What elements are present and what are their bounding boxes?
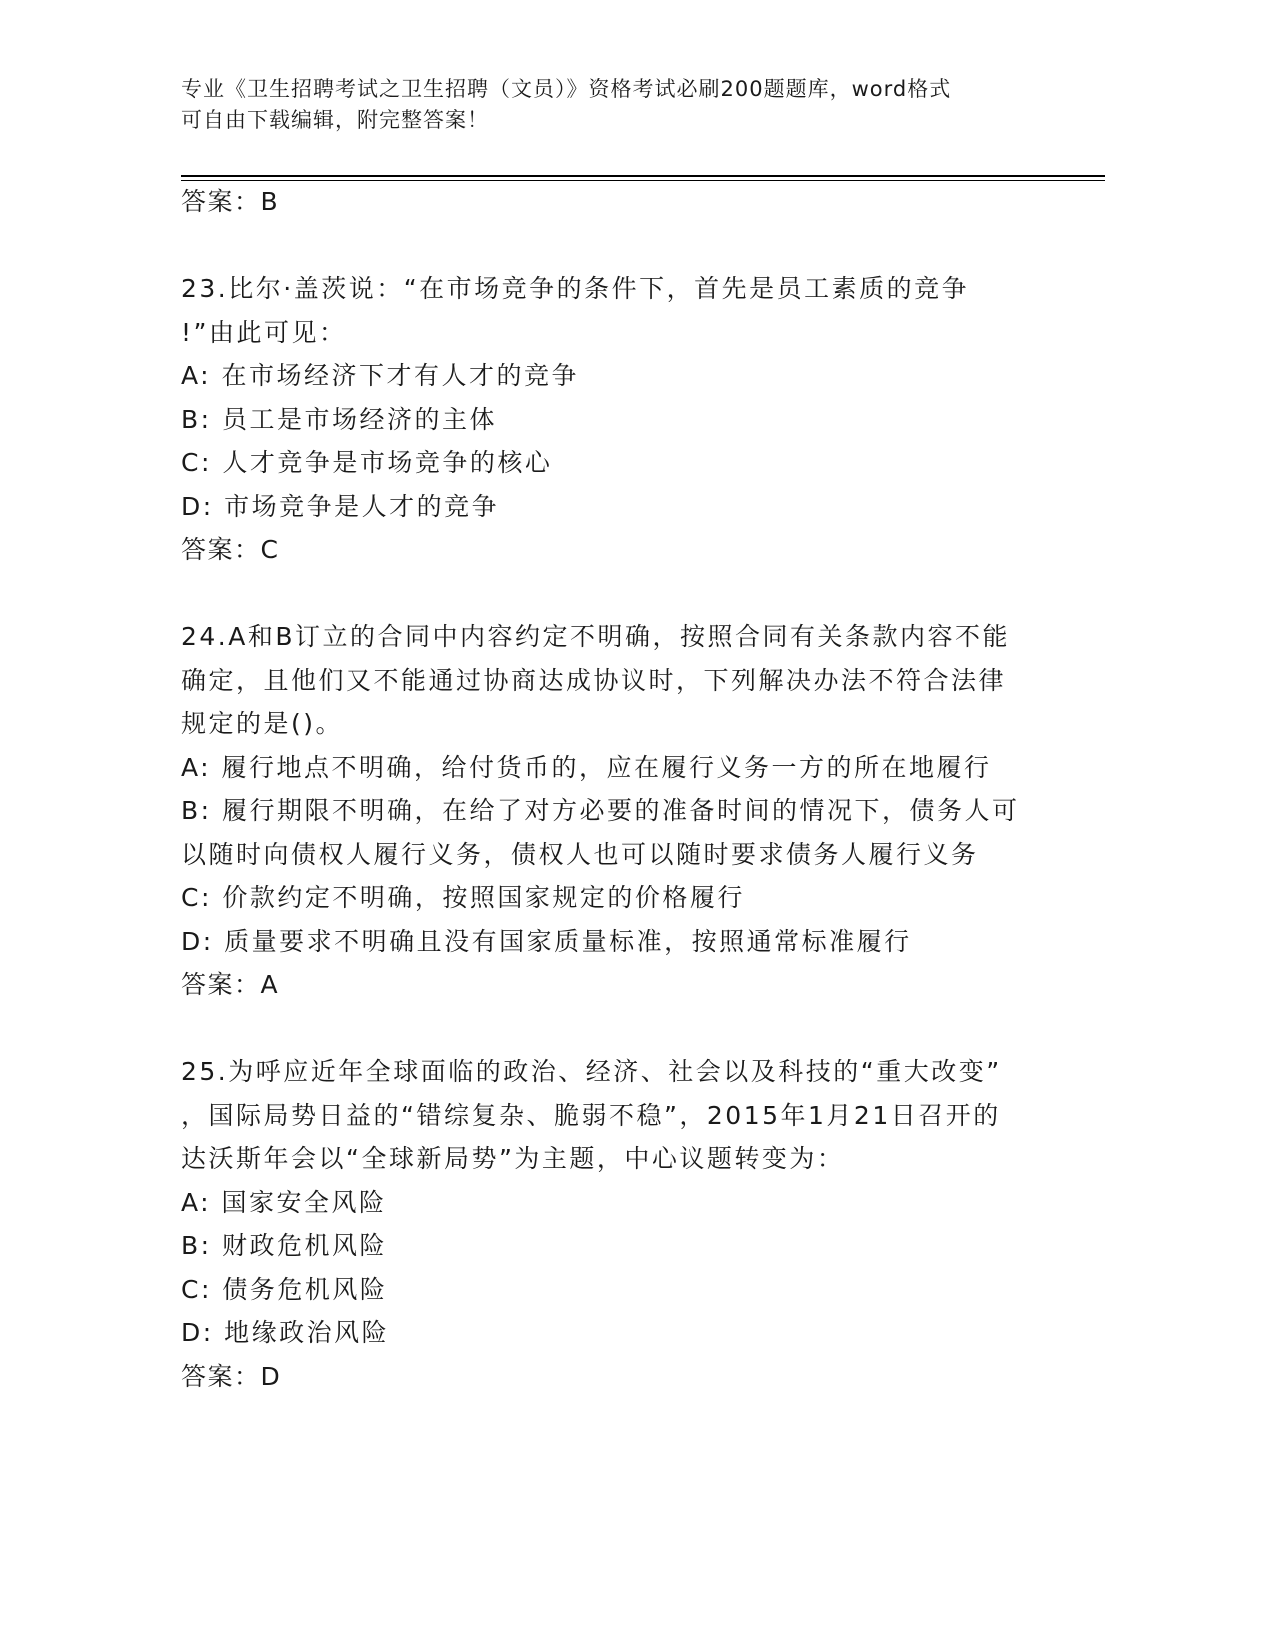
question-stem-line: 确定，且他们又不能通过协商达成协议时，下列解决办法不符合法律 [181,666,1007,695]
option-b: B: 员工是市场经济的主体 [181,405,498,434]
option-a: A: 在市场经济下才有人才的竞争 [181,361,580,390]
header-line-2: 可自由下载编辑，附完整答案！ [181,108,489,132]
question-stem-line: !”由此可见： [181,318,347,347]
question-stem-line: 23.比尔·盖茨说：“在市场竞争的条件下，首先是员工素质的竞争 [181,274,970,303]
option-d: D: 地缘政治风险 [181,1318,390,1347]
option-a: A: 国家安全风险 [181,1188,387,1217]
option-c: C: 价款约定不明确，按照国家规定的价格履行 [181,883,745,912]
document-header [181,74,1041,136]
option-a: A: 履行地点不明确，给付货币的，应在履行义务一方的所在地履行 [181,753,992,782]
question-stem-line: 24.A和B订立的合同中内容约定不明确，按照合同有关条款内容不能 [181,622,1011,651]
answer-q25: 答案：D [181,1362,282,1391]
option-b: B: 履行期限不明确，在给了对方必要的准备时间的情况下，债务人可 [181,796,1020,825]
question-stem-line: ，国际局势日益的“错综复杂、脆弱不稳”，2015年1月21日召开的 [181,1101,1001,1130]
answer-q22: 答案：B [181,187,280,216]
question-stem-line: 25.为呼应近年全球面临的政治、经济、社会以及科技的“重大改变” [181,1057,1002,1086]
option-d: D: 市场竞争是人才的竞争 [181,492,500,521]
answer-q24: 答案：A [181,970,280,999]
header-divider-thick [181,175,1105,177]
header-line-1: 专业《卫生招聘考试之卫生招聘（文员）》资格考试必刷200题题库，word格式 [181,77,952,101]
option-b-continued: 以随时向债权人履行义务，债权人也可以随时要求债务人履行义务 [181,840,979,869]
question-stem-line: 规定的是()。 [181,709,344,738]
option-d: D: 质量要求不明确且没有国家质量标准，按照通常标准履行 [181,927,912,956]
option-c: C: 人才竞争是市场竞争的核心 [181,448,553,477]
option-b: B: 财政危机风险 [181,1231,388,1260]
option-c: C: 债务危机风险 [181,1275,388,1304]
header-divider-thin [181,180,1105,181]
question-stem-line: 达沃斯年会以“全球新局势”为主题，中心议题转变为： [181,1144,845,1173]
answer-q23: 答案：C [181,535,280,564]
